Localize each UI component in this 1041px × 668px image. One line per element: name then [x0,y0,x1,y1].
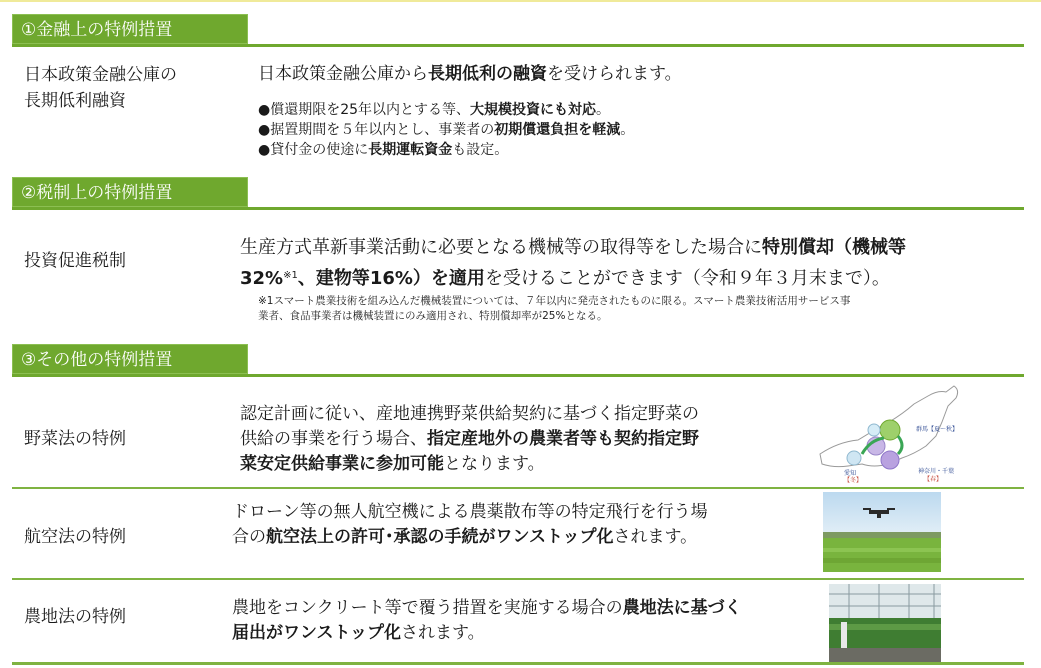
text-segment: ●償還期限を25年以内とする等、 [258,102,471,118]
tax-text [240,234,906,293]
bottom-divider [12,662,1024,665]
drone-photo [823,492,941,572]
map-label: 群馬【夏～秋】 [916,426,959,433]
text-segment: を受けることができます（令和９年３月末まで）。 [484,268,890,289]
bullet-item [258,140,634,160]
aviation-text [232,500,708,550]
finance-lead [258,62,682,86]
text-segment: されます。 [613,527,698,547]
text-segment: となります。 [444,454,545,474]
emphasis: 菜安定供給事業に参加可能 [240,454,444,474]
farmland-text [232,596,742,646]
section-title-other: ③その他の特例措置 [12,344,248,374]
text-segment: を受けられます。 [547,64,682,84]
tax-line [240,234,906,262]
text-segment: も設定。 [452,142,509,158]
map-label: 【冬】 [844,477,863,484]
section-title-finance: ①金融上の特例措置 [12,14,248,44]
emphasis: 航空法上の許可･承認の手続がワンストップ化 [266,527,614,547]
emphasis: 指定産地外の農業者等も契約指定野 [427,429,699,449]
footnote-mark: ※1 [283,270,298,281]
footnote-line: 業者、食品事業者は機械装置にのみ適用され、特別償却率が25%となる。 [258,310,608,322]
emphasis: 長期運転資金 [368,142,453,158]
emphasis: 長期低利の融資 [428,64,547,84]
tax-label: 投資促進税制 [24,251,126,271]
row-divider [12,578,1024,580]
text-segment: 合の [232,527,266,547]
text-segment: 。 [596,102,611,118]
bullet-item [258,120,634,140]
section-divider [12,374,1024,377]
aviation-label: 航空法の特例 [24,527,126,547]
vegetable-line [240,452,699,477]
footnote-line: ※1スマート農業技術を組み込んだ機械装置については、７年以内に発売されたものに限る。スマート農業技術活用サービス事 [258,295,851,307]
text-segment: 農地をコンクリート等で覆う措置を実施する場合の [232,598,623,618]
tax-footnote [258,294,850,324]
emphasis: 32% [240,268,284,289]
text-segment: 。 [620,122,635,138]
tax-line [240,262,906,293]
row-divider [12,487,1024,489]
farmland-label: 農地法の特例 [24,607,126,627]
map-label: 神奈川・千葉 [918,468,955,475]
emphasis: 初期償還負担を軽減 [494,122,621,138]
aviation-line: ドローン等の無人航空機による農薬散布等の特定飛行を行う場 [232,502,708,522]
section-divider [12,207,1024,210]
finance-label-line: 長期低利融資 [24,91,126,111]
text-segment: ●貸付金の使途に [258,142,369,158]
section-title-tax: ②税制上の特例措置 [12,177,248,207]
emphasis: 、建物等16%）を適用 [297,268,485,289]
vegetable-line [240,427,699,452]
top-rule [0,0,1041,2]
text-segment: 生産方式革新事業活動に必要となる機械等の取得等をした場合に [240,237,762,258]
japan-map-illustration [818,384,978,484]
map-label: 【春】 [924,476,943,483]
finance-label [24,62,177,114]
map-label: 愛知 [844,470,857,477]
text-segment: ●据置期間を５年以内とし、事業者の [258,122,495,138]
vegetable-label: 野菜法の特例 [24,429,126,449]
drone-photo-graphic [823,492,941,572]
farmland-line [232,621,742,646]
aviation-line [232,525,708,550]
emphasis: 農地法に基づく [622,598,742,618]
farmland-line [232,596,742,621]
finance-label-line: 日本政策金融公庫の [24,65,177,85]
bullet-item [258,100,634,120]
text-segment: されます。 [400,623,485,643]
greenhouse-photo [829,584,941,662]
vegetable-text [240,402,699,477]
text-segment: 日本政策金融公庫から [258,64,428,84]
text-segment: 供給の事業を行う場合、 [240,429,427,449]
section-divider [12,44,1024,47]
greenhouse-photo-graphic [829,584,941,662]
emphasis: 大規模投資にも対応 [470,102,597,118]
emphasis: 届出がワンストップ化 [232,623,401,643]
finance-bullets [258,100,634,160]
emphasis: 特別償却（機械等 [762,237,906,258]
vegetable-line: 認定計画に従い、産地連携野菜供給契約に基づく指定野菜の [240,404,699,424]
